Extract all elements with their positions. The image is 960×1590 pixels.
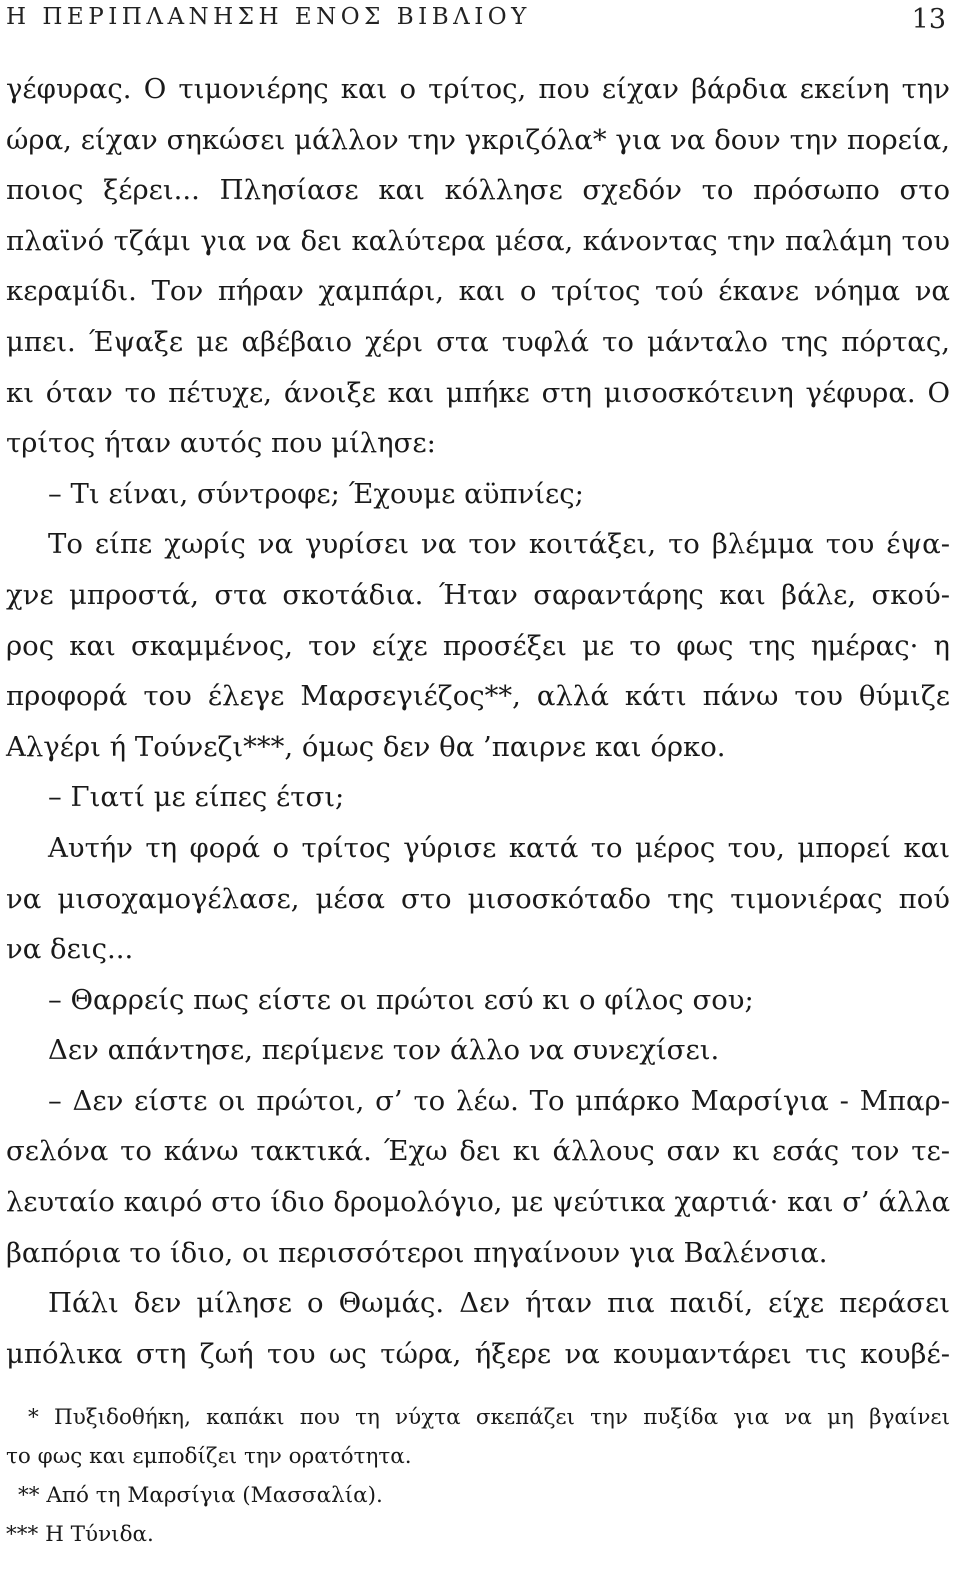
text-line: να μισοχαμογέλασε, μέσα στο μισοσκόταδο της τιμονιέρας πού [6,882,950,915]
text-line: κεραμίδι. Τον πήραν χαμπάρι, και ο τρίτος τού έκανε νόημα να [6,275,950,308]
paragraph-start-line: Δεν απάντησε, περίμενε τον άλλο να συνεχίσει. [48,1034,720,1067]
paragraph-start-line: Αυτήν τη φορά ο τρίτος γύρισε κατά το μέρος του, μπορεί και [48,831,950,864]
footnote-line: * Πυξιδοθήκη, καπάκι που τη νύχτα σκεπάζει την πυξίδα για να μη βγαίνει [28,1405,950,1430]
text-line: προφορά του έλεγε Μαρσεγιέζος**, αλλά κάτι πάνω του θύμιζε [6,680,950,713]
dialogue-line: – Γιατί με είπες έτσι; [48,781,345,814]
footnote-line: *** Η Τύνιδα. [6,1522,154,1547]
dialogue-line: – Θαρρείς πως είστε οι πρώτοι εσύ κι ο φίλος σου; [48,983,754,1016]
text-line: κι όταν το πέτυχε, άνοιξε και μπήκε στη μισοσκότεινη γέφυρα. Ο [6,376,950,409]
text-line: ρος και σκαμμένος, τον είχε προσέξει με το φως της ημέρας· η [6,629,950,662]
text-line: να δεις... [6,933,134,966]
footnotes [6,1398,950,1554]
text-line: γέφυρας. Ο τιμονιέρης και ο τρίτος, που είχαν βάρδια εκείνη την [6,73,950,105]
text-line: ποιος ξέρει... Πλησίασε και κόλλησε σχεδόν το πρόσωπο στο [6,174,950,207]
footnote-line: το φως και εμποδίζει την ορατότητα. [6,1444,412,1469]
text-line: χνε μπροστά, στα σκοτάδια. Ήταν σαραντάρης και βάλε, σκού- [6,578,950,611]
text-line: λευταίο καιρό στο ίδιο δρομολόγιο, με ψεύτικα χαρτιά· και σ’ άλλα [6,1186,950,1219]
text-line: βαπόρια το ίδιο, οι περισσότεροι πηγαίνουν για Βαλένσια. [6,1236,828,1269]
text-line: Αλγέρι ή Τούνεζι***, όμως δεν θα ’παιρνε και όρκο. [6,730,726,763]
text-line: σελόνα το κάνω τακτικά. Έχω δει κι άλλους σαν κι εσάς τον τε- [6,1135,950,1168]
text-line: τρίτος ήταν αυτός που μίλησε: [6,427,436,460]
page-number: 13 [911,4,946,35]
text-line: πλαϊνό τζάμι για να δει καλύτερα μέσα, κάνοντας την παλάμη του [6,224,950,257]
running-header [6,0,950,40]
paragraph-start-line: Πάλι δεν μίλησε ο Θωμάς. Δεν ήταν πια παιδί, είχε περάσει [48,1287,950,1320]
text-line: μπόλικα στη ζωή του ως τώρα, ήξερε να κουμαντάρει τις κουβέ- [6,1337,950,1370]
running-title: Η ΠΕΡΙΠΛΑΝΗΣΗ ΕΝΟΣ ΒΙΒΛΙΟΥ [6,4,531,30]
paragraph-start-line: Το είπε χωρίς να γυρίσει να τον κοιτάξει, το βλέμμα του έψα- [48,528,950,561]
text-line: ώρα, είχαν σηκώσει μάλλον την γκριζόλα* για να δουν την πορεία, [6,123,950,156]
body-text [6,64,950,1379]
book-page [6,0,950,1590]
dialogue-line: – Τι είναι, σύντροφε; Έχουμε αϋπνίες; [48,477,584,510]
text-line: μπει. Έψαξε με αβέβαιο χέρι στα τυφλά το μάνταλο της πόρτας, [6,325,950,358]
dialogue-line: – Δεν είστε οι πρώτοι, σ’ το λέω. Το μπάρκο Μαρσίγια - Μπαρ- [48,1084,950,1117]
footnote-line: ** Από τη Μαρσίγια (Μασσαλία). [18,1483,383,1508]
